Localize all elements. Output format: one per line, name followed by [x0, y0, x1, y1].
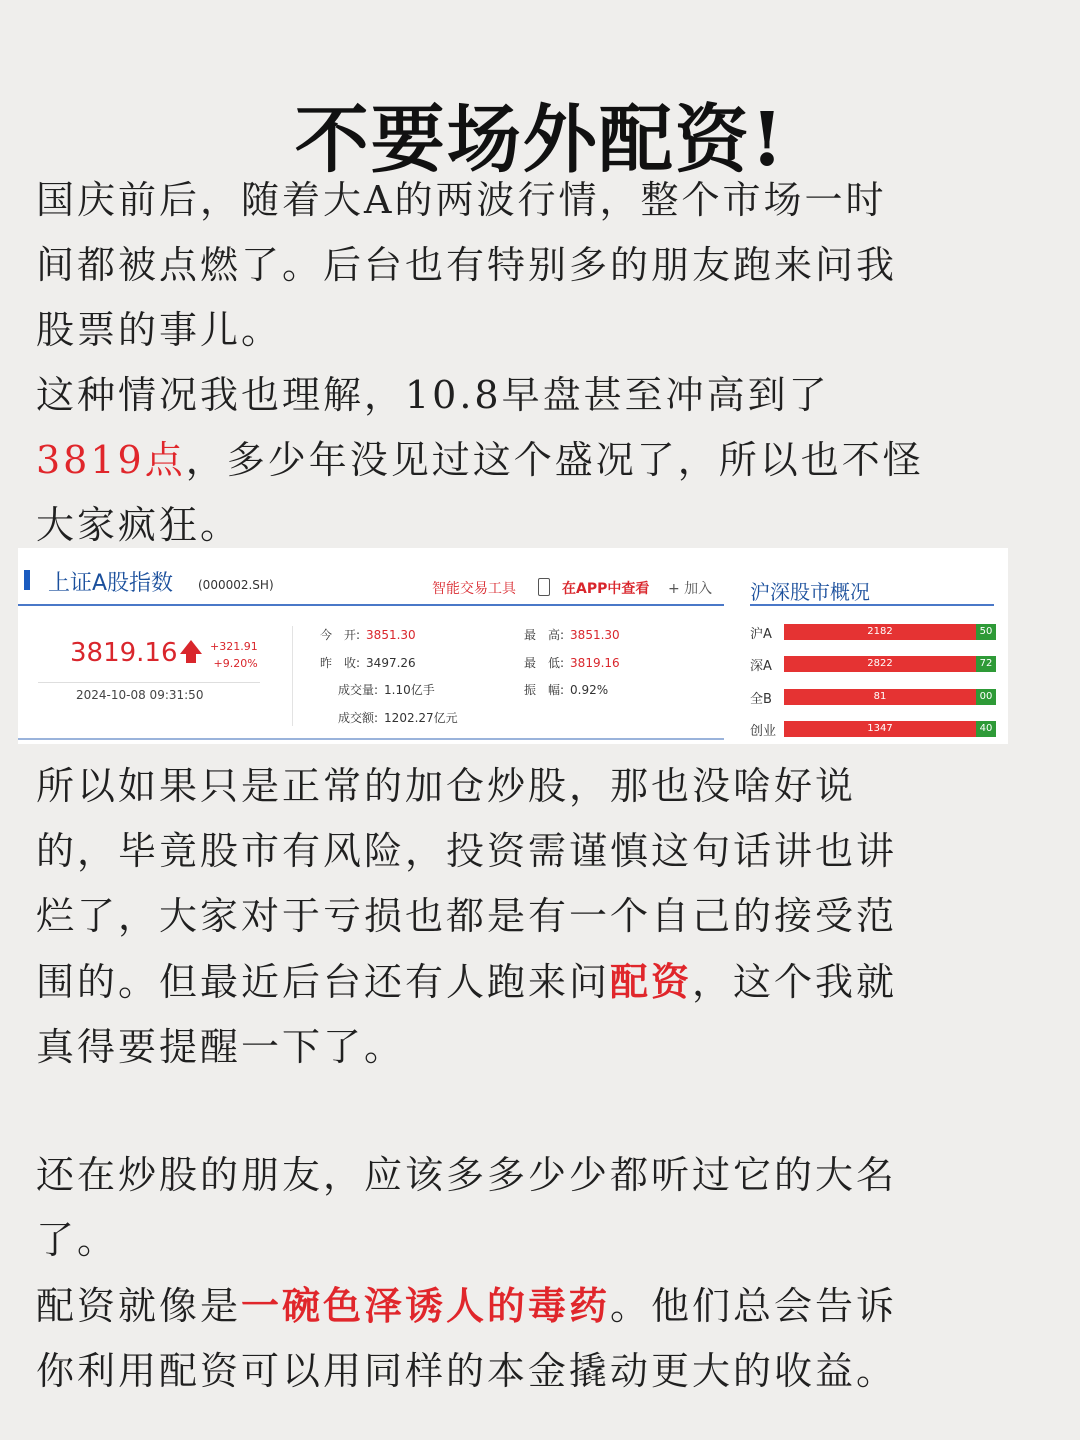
stat-label: 成交额:: [338, 711, 379, 725]
stat-value: 3851.30: [366, 628, 416, 642]
change-percent: +9.20%: [213, 657, 258, 670]
arrow-up-icon-stem: [186, 653, 196, 663]
stat-label: 今 开:: [320, 628, 361, 642]
paragraph-text: 所以如果只是正常的加仓炒股，那也没啥好说的，毕竟股市有风险，投资需谨慎这句话讲也讲烂了，大家对于亏损也都是有一个自己的接受范围的。但最近后台还有人跑来问: [36, 764, 898, 1004]
page-title: 不要场外配资!: [294, 96, 786, 183]
market-down-count: 00: [976, 689, 996, 705]
paragraph-text: ，这个我就真得要提醒一下了。: [36, 960, 898, 1069]
stat-volume: [338, 681, 435, 698]
stat-value: 1.10亿手: [384, 683, 435, 697]
market-label: 创业: [750, 724, 777, 739]
highlight-poison: 一碗色泽诱人的毒药: [241, 1283, 611, 1328]
divider: [18, 604, 724, 606]
market-up-bar: [784, 656, 976, 672]
market-up-count: 2822: [867, 658, 893, 669]
highlight-3819: 3819点: [36, 438, 186, 482]
paragraph-intro: 国庆前后，随着大A的两波行情，整个市场一时间都被点燃了。后台也有特别多的朋友跑来问我股票的事儿。: [36, 178, 898, 352]
view-in-app-link[interactable]: 在APP中查看: [562, 581, 650, 597]
paragraph-peizi-warning: [36, 754, 926, 1080]
market-row-all-b: [750, 688, 994, 706]
stat-label: 振 幅:: [524, 683, 565, 697]
market-overview-title[interactable]: 沪深股市概况: [750, 580, 870, 604]
market-label: 全B: [750, 692, 772, 707]
market-down-count: 72: [976, 656, 996, 672]
phone-icon: [538, 578, 550, 596]
change-value: +321.91: [210, 640, 258, 653]
stat-value: 3851.30: [570, 628, 620, 642]
smart-trading-tool-link[interactable]: 智能交易工具: [432, 581, 516, 597]
stat-low: [524, 654, 620, 671]
paragraph-text: 。他们总会告诉你利用配资可以用同样的本金撬动更大的收益。: [36, 1284, 898, 1393]
stat-value: 3497.26: [366, 656, 416, 670]
divider: [750, 604, 994, 606]
highlight-peizi: 配资: [610, 959, 693, 1004]
price-change: [210, 638, 258, 672]
stat-value: 1202.27亿元: [384, 711, 458, 725]
market-row-sh-a: [750, 623, 994, 641]
market-up-bar: [784, 721, 976, 737]
stat-high: [524, 626, 620, 643]
paragraph-poison: [36, 1273, 926, 1404]
divider: [38, 682, 260, 683]
market-up-bar: [784, 624, 976, 640]
add-watchlist-link[interactable]: + 加入: [668, 581, 713, 597]
paragraph-text: ，多少年没见过这个盛况了，所以也不怪大家疯狂。: [36, 438, 924, 547]
market-label: 沪A: [750, 627, 772, 642]
market-down-count: 50: [976, 624, 996, 640]
stat-value: 3819.16: [570, 656, 620, 670]
stat-amount: [338, 709, 458, 726]
paragraph-text: 配资就像是: [36, 1284, 242, 1328]
current-price: 3819.16: [70, 638, 178, 668]
stat-prev-close: [320, 654, 416, 671]
stat-label: 最 高:: [524, 628, 565, 642]
divider: [292, 626, 293, 726]
quote-datetime: 2024-10-08 09:31:50: [76, 688, 204, 702]
market-up-count: 1347: [867, 723, 893, 734]
market-label: 深A: [750, 659, 772, 674]
stat-amplitude: [524, 681, 608, 698]
index-panel: [18, 548, 728, 744]
paragraph-text: 这种情况我也理解，10.8早盘甚至冲高到了: [36, 373, 830, 417]
market-up-count: 81: [873, 691, 887, 702]
index-name[interactable]: 上证A股指数: [48, 571, 174, 596]
stat-value: 0.92%: [570, 683, 609, 697]
stat-open: [320, 626, 416, 643]
paragraph-3819: [36, 363, 926, 558]
market-up-count: 2182: [867, 626, 893, 637]
divider: [18, 738, 724, 740]
header-accent-bar: [24, 570, 30, 590]
stat-label: 最 低:: [524, 656, 565, 670]
stat-label: 昨 收:: [320, 656, 361, 670]
stat-label: 成交量:: [338, 683, 379, 697]
market-up-bar: [784, 689, 976, 705]
market-down-count: 40: [976, 721, 996, 737]
market-overview-panel: [744, 548, 1008, 744]
market-row-chinext: [750, 720, 994, 738]
stock-index-widget: [18, 548, 1008, 744]
paragraph-heard-of: 还在炒股的朋友，应该多多少少都听过它的大名了。: [36, 1153, 898, 1262]
market-row-sz-a: [750, 655, 994, 673]
arrow-up-icon: [180, 640, 202, 654]
index-code: (000002.SH): [198, 578, 274, 592]
